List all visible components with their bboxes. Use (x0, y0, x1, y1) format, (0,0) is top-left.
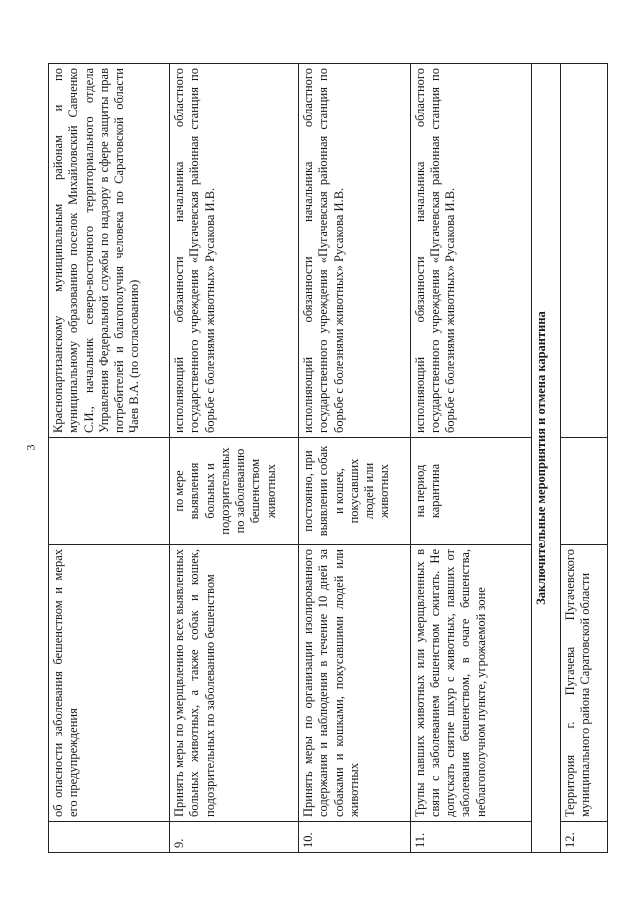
responsible-cell: исполняющий обязанности начальника областного государственного учреждения «Пугачевская районная станция по борьбе с болезнями животных» Русакова И.В. (170, 64, 299, 438)
page-number: 3 (23, 444, 38, 451)
table-row (49, 64, 170, 853)
event-cell: Трупы павших животных или умерщвленных в связи с заболеванием бешенством сжигать. Не допускать снятие шкур с животных, павших от заболевания бешенством, в очаге бешенства, неблагополучном пункте, угрожаемой зоне (410, 545, 531, 822)
row-number (49, 822, 170, 853)
responsible-cell: Краснопартизанскому муниципальным районам и по муниципальному образованию поселок Михайловский Савченко С.И., начальник северо-восточного территориального отдела Управления Федеральной службы по надзору в сфере защиты прав потребителей и благополучия человека по Саратовской области Чаев В.А. (по согласованию) (49, 64, 170, 438)
section-row (531, 64, 560, 853)
event-cell: Принять меры по умерщвлению всех выявленных больных животных, а также собак и кошек, подозрительных по заболеванию бешенством (170, 545, 299, 822)
row-number: 12. (560, 822, 607, 853)
section-title: Заключительные мероприятия и отмена карантина (531, 64, 560, 853)
responsible-cell: исполняющий обязанности начальника областного государственного учреждения «Пугачевская районная станция по борьбе с болезнями животных» Русакова И.В. (299, 64, 410, 438)
measures-table (48, 63, 608, 853)
term-cell: по мере выявления больных и подозрительных по заболеванию бешенством животных (170, 438, 299, 545)
table-row (170, 64, 299, 853)
rotated-table-container (48, 63, 608, 853)
term-cell (49, 438, 170, 545)
term-cell: на период карантина (410, 438, 531, 545)
table-row (410, 64, 531, 853)
row-number: 11. (410, 822, 531, 853)
table-row (560, 64, 607, 853)
table-row (299, 64, 410, 853)
term-cell: постоянно, при выявлении собак и кошек, покусавших людей или животных (299, 438, 410, 545)
event-cell: об опасности заболевания бешенством и мерах его предупреждения (49, 545, 170, 822)
term-cell (560, 438, 607, 545)
row-number: 9. (170, 822, 299, 853)
responsible-cell (560, 64, 607, 438)
responsible-cell: исполняющий обязанности начальника областного государственного учреждения «Пугачевская районная станция по борьбе с болезнями животных» Русакова И.В. (410, 64, 531, 438)
row-number: 10. (299, 822, 410, 853)
event-cell: Принять меры по организации изолированного содержания и наблюдения в течение 10 дней за собаками и кошками, покусавшими людей или животных (299, 545, 410, 822)
event-cell: Территория г. Пугачева Пугачевского муниципального района Саратовской области (560, 545, 607, 822)
